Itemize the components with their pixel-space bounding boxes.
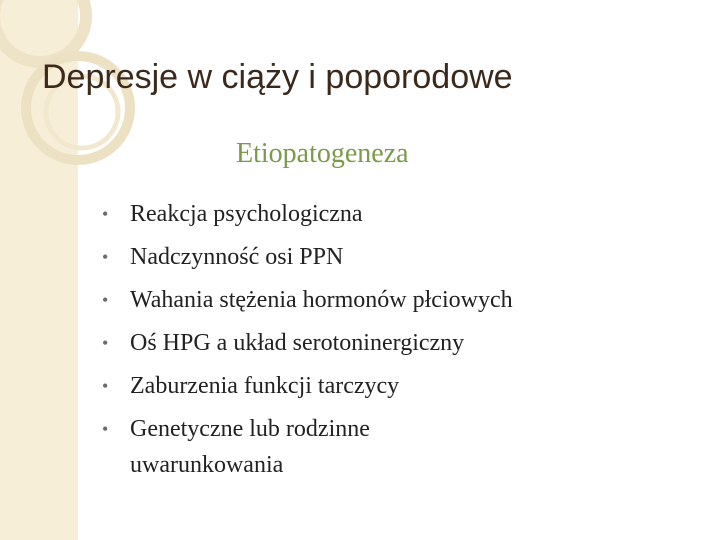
list-item: [100, 282, 660, 325]
bullet-dot-icon: •: [102, 419, 109, 439]
bullet-list: [100, 196, 660, 483]
list-item: [100, 196, 660, 239]
bullet-text: Reakcja psychologiczna: [130, 201, 363, 227]
slide-title: Depresje w ciąży i poporodowe: [42, 58, 513, 96]
slide-subtitle: Etiopatogeneza: [236, 138, 409, 169]
list-item: [100, 325, 660, 368]
bullet-dot-icon: •: [102, 333, 109, 353]
bullet-text: Nadczynność osi PPN: [130, 244, 344, 270]
bullet-text: Genetyczne lub rodzinne uwarunkowania: [130, 416, 370, 478]
list-item: [100, 239, 660, 282]
list-item: [100, 411, 450, 483]
decorative-rings: [0, 0, 160, 200]
bullet-text: Zaburzenia funkcji tarczycy: [130, 373, 400, 399]
bullet-dot-icon: •: [102, 247, 109, 267]
bullet-text: Oś HPG a układ serotoninergiczny: [130, 330, 465, 356]
bullet-dot-icon: •: [102, 204, 109, 224]
bullet-dot-icon: •: [102, 376, 109, 396]
list-item: [100, 368, 660, 411]
bullet-dot-icon: •: [102, 290, 109, 310]
bullet-text: Wahania stężenia hormonów płciowych: [130, 287, 513, 313]
